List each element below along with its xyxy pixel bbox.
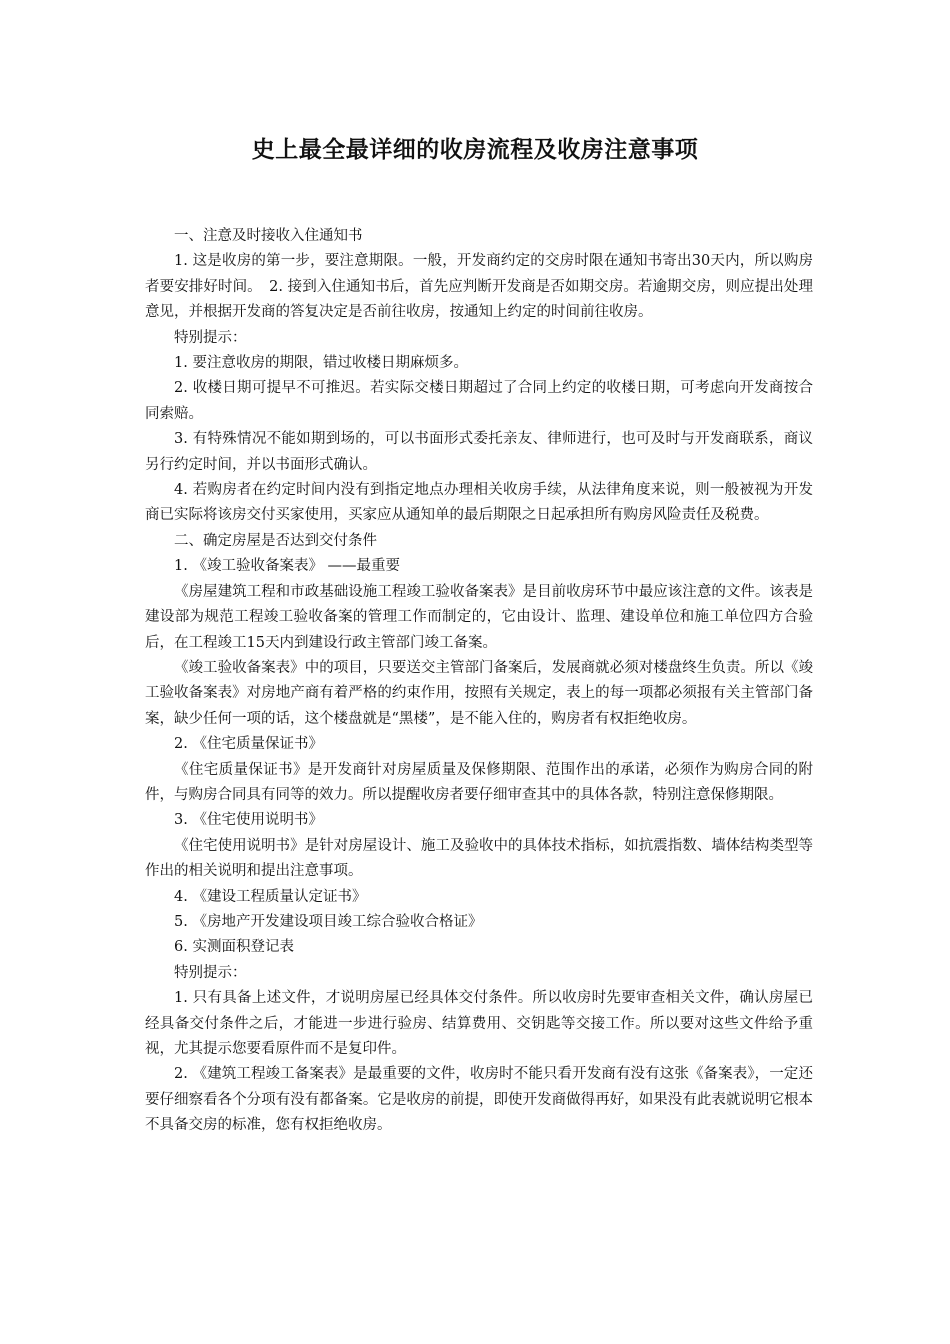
paragraph: 2. 收楼日期可提早不可推迟。若实际交楼日期超过了合同上约定的收楼日期，可考虑向开发商按合同索赔。 bbox=[145, 380, 813, 422]
paragraph: 2. 《建筑工程竣工备案表》是最重要的文件，收房时不能只看开发商有没有这张《备案表》，一定还要仔细察看各个分项有没有都备案。它是收房的前提，即使开发商做得再好，如果没有此表就说明它根本不具备交房的标准，您有权拒绝收房。 bbox=[145, 1066, 813, 1134]
special-tip-label: 特别提示： bbox=[174, 964, 247, 981]
paragraph: 1. 要注意收房的期限，错过收楼日期麻烦多。 bbox=[174, 355, 468, 372]
list-item: 6. 实测面积登记表 bbox=[174, 939, 294, 956]
paragraph: 《住宅使用说明书》是针对房屋设计、施工及验收中的具体技术指标，如抗震指数、墙体结构类型等作出的相关说明和提出注意事项。 bbox=[145, 837, 813, 880]
list-item: 5. 《房地产开发建设项目竣工综合验收合格证》 bbox=[174, 913, 483, 930]
paragraph: 《住宅质量保证书》是开发商针对房屋质量及保修期限、范围作出的承诺，必须作为购房合同的附件，与购房合同具有同等的效力。所以提醒收房者要仔细审查其中的具体各款，特别注意保修期限。 bbox=[145, 761, 813, 803]
document-title: 史上最全最详细的收房流程及收房注意事项 bbox=[251, 137, 699, 163]
document-body bbox=[145, 224, 813, 1139]
paragraph: 《竣工验收备案表》中的项目，只要送交主管部门备案后，发展商就必须对楼盘终生负责。所以《竣工验收备案表》对房地产商有着严格的约束作用，按照有关规定，表上的每一项都必须报有关主管部门备案，缺少任何一项的话，这个楼盘就是“黑楼”，是不能入住的，购房者有权拒绝收房。 bbox=[145, 659, 813, 727]
paragraph: 4. 若购房者在约定时间内没有到指定地点办理相关收房手续，从法律角度来说，则一般被视为开发商已实际将该房交付买家使用，买家应从通知单的最后期限之日起承担所有购房风险责任及税费。 bbox=[145, 482, 813, 524]
section-2-heading: 二、确定房屋是否达到交付条件 bbox=[174, 532, 377, 549]
section-1-heading: 一、注意及时接收入住通知书 bbox=[174, 228, 363, 244]
paragraph: 《房屋建筑工程和市政基础设施工程竣工验收备案表》是目前收房环节中最应该注意的文件。该表是建设部为规范工程竣工验收备案的管理工作而制定的，它由设计、监理、建设单位和施工单位四方合验后，在工程竣工15天内到建设行政主管部门竣工备案。 bbox=[145, 583, 813, 651]
list-item: 1. 《竣工验收备案表》 ——最重要 bbox=[174, 558, 401, 575]
paragraph: 1. 只有具备上述文件，才说明房屋已经具体交付条件。所以收房时先要审查相关文件，确认房屋已经具备交付条件之后，才能进一步进行验房、结算费用、交钥匙等交接工作。所以要对这些文件给予重视，尤其提示您要看原件而不是复印件。 bbox=[145, 990, 813, 1057]
list-item: 4. 《建设工程质量认定证书》 bbox=[174, 888, 367, 905]
paragraph: 1. 这是收房的第一步，要注意期限。一般，开发商约定的交房时限在通知书寄出30天内，所以购房者要安排好时间。 2. 接到入住通知书后，首先应判断开发商是否如期交房。若逾期交房，则应提出处理意见，并根据开发商的答复决定是否前往收房，按通知上约定的时间前往收房。 bbox=[145, 253, 813, 321]
special-tip-label: 特别提示： bbox=[174, 329, 247, 346]
list-item: 3. 《住宅使用说明书》 bbox=[174, 812, 323, 829]
list-item: 2. 《住宅质量保证书》 bbox=[174, 736, 323, 753]
paragraph: 3. 有特殊情况不能如期到场的，可以书面形式委托亲友、律师进行，也可及时与开发商联系，商议另行约定时间，并以书面形式确认。 bbox=[145, 431, 813, 473]
